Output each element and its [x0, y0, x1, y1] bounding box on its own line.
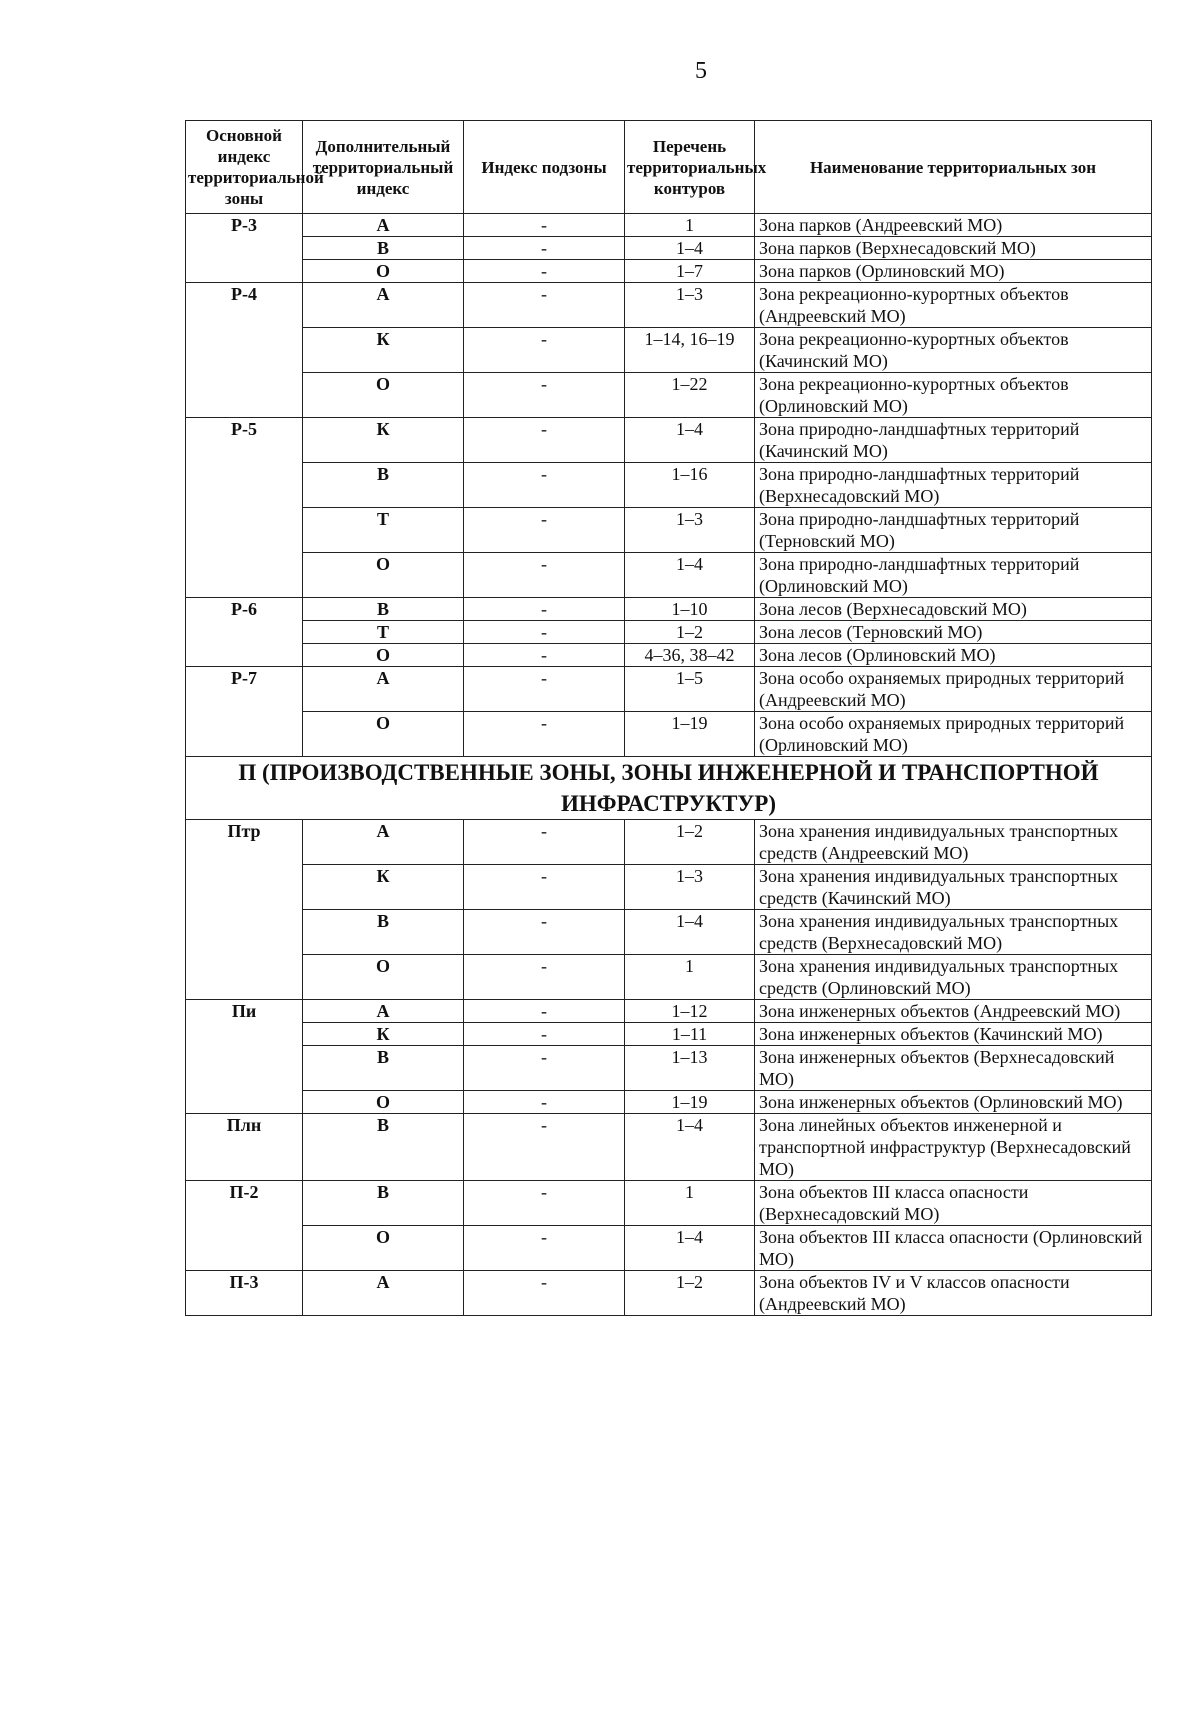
contours-cell: 1–22: [625, 373, 755, 418]
header-additional-index: Дополнительный территориальный индекс: [303, 121, 464, 214]
zone-name-cell: Зона хранения индивидуальных транспортных средств (Качинский МО): [755, 865, 1152, 910]
contours-cell: 1–13: [625, 1046, 755, 1091]
contours-cell: 1–7: [625, 260, 755, 283]
table-row: [186, 820, 1152, 865]
additional-index-cell: О: [303, 712, 464, 757]
table-row: [186, 1114, 1152, 1181]
additional-index-cell: К: [303, 1023, 464, 1046]
table-row: [186, 955, 1152, 1000]
table-row: [186, 667, 1152, 712]
table-row: [186, 1181, 1152, 1226]
contours-cell: 1–4: [625, 1114, 755, 1181]
table-row: [186, 283, 1152, 328]
zone-name-cell: Зона парков (Верхнесадовский МО): [755, 237, 1152, 260]
header-main-index: Основной индекс территориальной зоны: [186, 121, 303, 214]
zone-name-cell: Зона особо охраняемых природных территорий (Андреевский МО): [755, 667, 1152, 712]
zone-name-cell: Зона инженерных объектов (Качинский МО): [755, 1023, 1152, 1046]
zone-name-cell: Зона хранения индивидуальных транспортных средств (Андреевский МО): [755, 820, 1152, 865]
zone-name-cell: Зона хранения индивидуальных транспортных средств (Орлиновский МО): [755, 955, 1152, 1000]
additional-index-cell: В: [303, 1181, 464, 1226]
zone-name-cell: Зона инженерных объектов (Орлиновский МО): [755, 1091, 1152, 1114]
subzone-index-cell: -: [464, 1091, 625, 1114]
zone-name-cell: Зона рекреационно-курортных объектов (Орлиновский МО): [755, 373, 1152, 418]
subzone-index-cell: -: [464, 910, 625, 955]
section-header-row: [186, 757, 1152, 820]
subzone-index-cell: -: [464, 508, 625, 553]
header-contours: Перечень территориальных контуров: [625, 121, 755, 214]
contours-cell: 1–4: [625, 1226, 755, 1271]
zone-name-cell: Зона объектов III класса опасности (Верхнесадовский МО): [755, 1181, 1152, 1226]
table-row: [186, 463, 1152, 508]
subzone-index-cell: -: [464, 373, 625, 418]
subzone-index-cell: -: [464, 667, 625, 712]
additional-index-cell: К: [303, 418, 464, 463]
additional-index-cell: О: [303, 955, 464, 1000]
additional-index-cell: А: [303, 214, 464, 237]
main-index-cell: Р-3: [186, 214, 303, 283]
subzone-index-cell: -: [464, 1181, 625, 1226]
contours-cell: 1–5: [625, 667, 755, 712]
additional-index-cell: В: [303, 463, 464, 508]
table-header-row: [186, 121, 1152, 214]
additional-index-cell: О: [303, 553, 464, 598]
table-row: [186, 910, 1152, 955]
additional-index-cell: О: [303, 373, 464, 418]
contours-cell: 1–2: [625, 621, 755, 644]
main-index-cell: Пи: [186, 1000, 303, 1114]
subzone-index-cell: -: [464, 237, 625, 260]
additional-index-cell: О: [303, 1226, 464, 1271]
table-row: [186, 237, 1152, 260]
table-row: [186, 1000, 1152, 1023]
table-row: [186, 1226, 1152, 1271]
territorial-zones-table: [185, 120, 1152, 1316]
subzone-index-cell: -: [464, 712, 625, 757]
table-row: [186, 508, 1152, 553]
subzone-index-cell: -: [464, 283, 625, 328]
additional-index-cell: В: [303, 237, 464, 260]
section-title: П (ПРОИЗВОДСТВЕННЫЕ ЗОНЫ, ЗОНЫ ИНЖЕНЕРНОЙ И ТРАНСПОРТНОЙ ИНФРАСТРУКТУР): [186, 757, 1152, 820]
main-index-cell: Р-7: [186, 667, 303, 757]
table-row: [186, 644, 1152, 667]
zone-name-cell: Зона инженерных объектов (Верхнесадовский МО): [755, 1046, 1152, 1091]
subzone-index-cell: -: [464, 1023, 625, 1046]
additional-index-cell: Т: [303, 621, 464, 644]
contours-cell: 1–4: [625, 237, 755, 260]
table-row: [186, 1091, 1152, 1114]
contours-cell: 1: [625, 1181, 755, 1226]
additional-index-cell: В: [303, 1046, 464, 1091]
main-index-cell: Плн: [186, 1114, 303, 1181]
additional-index-cell: О: [303, 1091, 464, 1114]
subzone-index-cell: -: [464, 1226, 625, 1271]
subzone-index-cell: -: [464, 598, 625, 621]
table-row: [186, 418, 1152, 463]
table-row: [186, 1046, 1152, 1091]
contours-cell: 1–14, 16–19: [625, 328, 755, 373]
additional-index-cell: А: [303, 283, 464, 328]
contours-cell: 1–10: [625, 598, 755, 621]
zone-name-cell: Зона объектов IV и V классов опасности (Андреевский МО): [755, 1271, 1152, 1316]
zone-name-cell: Зона лесов (Терновский МО): [755, 621, 1152, 644]
additional-index-cell: А: [303, 1000, 464, 1023]
additional-index-cell: К: [303, 865, 464, 910]
subzone-index-cell: -: [464, 1046, 625, 1091]
subzone-index-cell: -: [464, 644, 625, 667]
additional-index-cell: А: [303, 667, 464, 712]
table-row: [186, 260, 1152, 283]
zone-name-cell: Зона лесов (Орлиновский МО): [755, 644, 1152, 667]
zone-name-cell: Зона природно-ландшафтных территорий (Качинский МО): [755, 418, 1152, 463]
subzone-index-cell: -: [464, 621, 625, 644]
subzone-index-cell: -: [464, 418, 625, 463]
contours-cell: 1: [625, 955, 755, 1000]
additional-index-cell: А: [303, 820, 464, 865]
additional-index-cell: К: [303, 328, 464, 373]
additional-index-cell: А: [303, 1271, 464, 1316]
subzone-index-cell: -: [464, 463, 625, 508]
contours-cell: 1–16: [625, 463, 755, 508]
subzone-index-cell: -: [464, 260, 625, 283]
additional-index-cell: В: [303, 1114, 464, 1181]
subzone-index-cell: -: [464, 328, 625, 373]
table-row: [186, 553, 1152, 598]
table-row: [186, 1271, 1152, 1316]
additional-index-cell: О: [303, 644, 464, 667]
contours-cell: 1–3: [625, 508, 755, 553]
contours-cell: 1–11: [625, 1023, 755, 1046]
contours-cell: 1–2: [625, 820, 755, 865]
header-zone-name: Наименование территориальных зон: [755, 121, 1152, 214]
subzone-index-cell: -: [464, 1271, 625, 1316]
additional-index-cell: В: [303, 598, 464, 621]
contours-cell: 1: [625, 214, 755, 237]
table-body: [186, 214, 1152, 1316]
table-row: [186, 598, 1152, 621]
zone-name-cell: Зона линейных объектов инженерной и транспортной инфраструктур (Верхнесадовский МО): [755, 1114, 1152, 1181]
main-index-cell: Р-6: [186, 598, 303, 667]
contours-cell: 4–36, 38–42: [625, 644, 755, 667]
main-index-cell: Р-4: [186, 283, 303, 418]
subzone-index-cell: -: [464, 955, 625, 1000]
table-row: [186, 865, 1152, 910]
subzone-index-cell: -: [464, 865, 625, 910]
contours-cell: 1–4: [625, 418, 755, 463]
zone-name-cell: Зона инженерных объектов (Андреевский МО): [755, 1000, 1152, 1023]
main-index-cell: П-2: [186, 1181, 303, 1271]
table-row: [186, 214, 1152, 237]
main-index-cell: Птр: [186, 820, 303, 1000]
table-row: [186, 1023, 1152, 1046]
table-row: [186, 621, 1152, 644]
main-index-cell: П-3: [186, 1271, 303, 1316]
zone-name-cell: Зона хранения индивидуальных транспортных средств (Верхнесадовский МО): [755, 910, 1152, 955]
header-subzone-index: Индекс подзоны: [464, 121, 625, 214]
zone-name-cell: Зона природно-ландшафтных территорий (Терновский МО): [755, 508, 1152, 553]
contours-cell: 1–19: [625, 712, 755, 757]
zone-name-cell: Зона лесов (Верхнесадовский МО): [755, 598, 1152, 621]
table-row: [186, 712, 1152, 757]
subzone-index-cell: -: [464, 1114, 625, 1181]
contours-cell: 1–3: [625, 865, 755, 910]
additional-index-cell: О: [303, 260, 464, 283]
zone-name-cell: Зона особо охраняемых природных территорий (Орлиновский МО): [755, 712, 1152, 757]
table-row: [186, 373, 1152, 418]
additional-index-cell: В: [303, 910, 464, 955]
contours-cell: 1–4: [625, 553, 755, 598]
zone-name-cell: Зона природно-ландшафтных территорий (Верхнесадовский МО): [755, 463, 1152, 508]
subzone-index-cell: -: [464, 820, 625, 865]
main-index-cell: Р-5: [186, 418, 303, 598]
zone-name-cell: Зона природно-ландшафтных территорий (Орлиновский МО): [755, 553, 1152, 598]
page-number: 5: [695, 58, 707, 84]
zone-name-cell: Зона рекреационно-курортных объектов (Андреевский МО): [755, 283, 1152, 328]
zone-name-cell: Зона рекреационно-курортных объектов (Качинский МО): [755, 328, 1152, 373]
zone-name-cell: Зона объектов III класса опасности (Орлиновский МО): [755, 1226, 1152, 1271]
subzone-index-cell: -: [464, 214, 625, 237]
table-row: [186, 328, 1152, 373]
contours-cell: 1–12: [625, 1000, 755, 1023]
zone-name-cell: Зона парков (Орлиновский МО): [755, 260, 1152, 283]
subzone-index-cell: -: [464, 1000, 625, 1023]
additional-index-cell: Т: [303, 508, 464, 553]
subzone-index-cell: -: [464, 553, 625, 598]
contours-cell: 1–3: [625, 283, 755, 328]
zone-name-cell: Зона парков (Андреевский МО): [755, 214, 1152, 237]
contours-cell: 1–2: [625, 1271, 755, 1316]
contours-cell: 1–4: [625, 910, 755, 955]
contours-cell: 1–19: [625, 1091, 755, 1114]
